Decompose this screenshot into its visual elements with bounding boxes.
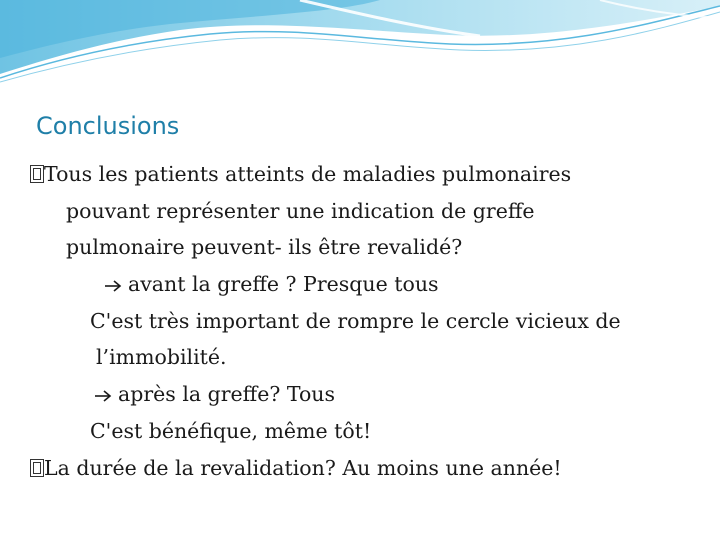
missing-glyph-bullet-icon bbox=[30, 165, 44, 183]
sub-item-1-text: avant la greffe ? Presque tous bbox=[128, 272, 439, 297]
sub-item-2-line-1: C'est très important de rompre le cercle vicieux de bbox=[90, 308, 621, 333]
sub-item-3 bbox=[30, 376, 700, 413]
bullet-2-line-1 bbox=[30, 450, 700, 487]
right-arrow-icon bbox=[94, 389, 112, 403]
right-arrow-icon bbox=[104, 279, 122, 293]
bullet-1-line-3: pulmonaire peuvent- ils être revalidé? bbox=[66, 235, 463, 260]
bullet-1-text-1: Tous les patients atteints de maladies pulmonaires bbox=[44, 162, 572, 186]
sub-item-2-line-2: l’immobilité. bbox=[96, 345, 227, 370]
bullet-1-line-2: pouvant représenter une indication de greffe bbox=[66, 198, 535, 223]
slide-body bbox=[30, 156, 700, 486]
slide-title: Conclusions bbox=[36, 112, 180, 140]
sub-item-4: C'est bénéfique, même tôt! bbox=[90, 418, 372, 443]
sub-item-3-text: après la greffe? Tous bbox=[118, 382, 336, 407]
bullet-2-text: La durée de la revalidation? Au moins une année! bbox=[44, 455, 562, 480]
bullet-1-line-1 bbox=[30, 156, 700, 193]
header-wave-decoration bbox=[0, 0, 720, 90]
sub-item-1 bbox=[30, 266, 700, 303]
missing-glyph-bullet-icon bbox=[30, 459, 44, 477]
